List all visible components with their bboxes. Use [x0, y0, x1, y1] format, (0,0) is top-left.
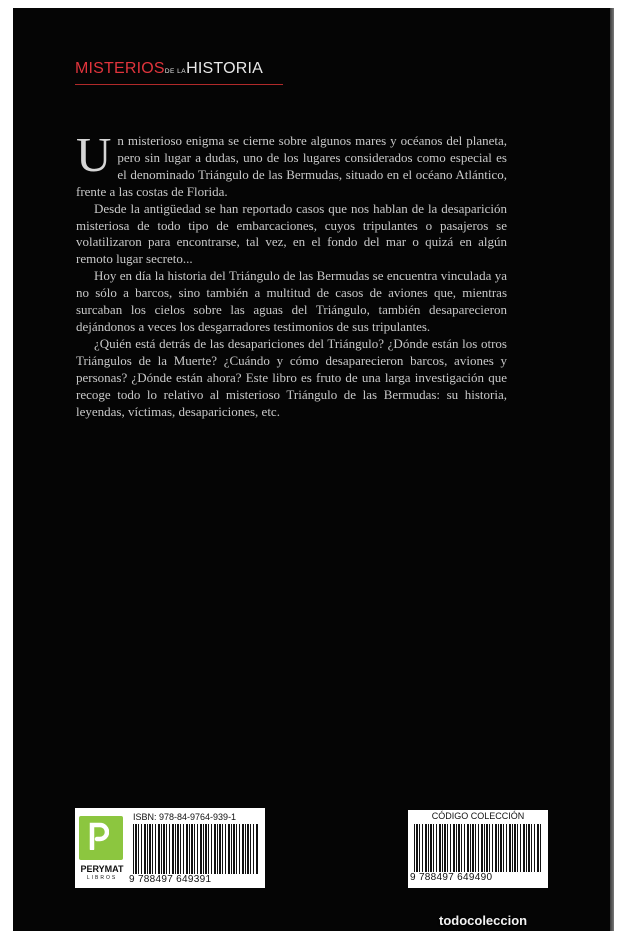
- synopsis-paragraph-3: Hoy en día la historia del Triángulo de las Bermudas se encuentra vinculada ya no sólo a barcos, sino también a multitud de casos de aviones que, mientras surcaban los cielos sobre las aguas del Triángulo, también desaparecieron dejándonos a veces los desgarradores testimonios de sus tripulantes.: [76, 268, 507, 334]
- collection-barcode: [414, 824, 542, 872]
- collection-barcode-block: [408, 810, 548, 888]
- synopsis-paragraph-2: Desde la antigüedad se han reportado casos que nos hablan de la desaparición misteriosa de todo tipo de embarcaciones, cuyos tripulantes o pasajeros se volatilizaron para encontrarse, tal vez, en el fondo del mar o quizá en algún remoto lugar secreto...: [76, 200, 507, 267]
- series-title-part1: MISTERIOS: [75, 60, 165, 77]
- isbn-barcode: [133, 824, 259, 874]
- series-title-part3: HISTORIA: [186, 60, 263, 77]
- isbn-barcode-digits: 9 788497 649391: [129, 874, 212, 885]
- synopsis-text: [76, 127, 507, 420]
- site-watermark: todocoleccion: [439, 913, 528, 928]
- synopsis-paragraph-1: [76, 127, 507, 201]
- publisher-logo: [75, 814, 127, 886]
- synopsis-paragraph-4: ¿Quién está detrás de las desapariciones del Triángulo? ¿Dónde están los otros Triángulos de la Muerte? ¿Cuándo y cómo desaparecieron barcos, aviones y personas? ¿Dónde están ahora? Este libro es fruto de una larga investigación que recoge todo lo relativo al misterioso Triángulo de las Bermudas: su historia, leyendas, víctimas, desapariciones, etc.: [76, 335, 507, 419]
- collection-code-label: CÓDIGO COLECCIÓN: [431, 811, 525, 821]
- series-title: [75, 60, 263, 78]
- dropcap-letter: U: [76, 127, 112, 182]
- collection-barcode-digits: 9 788497 649490: [410, 872, 493, 883]
- publisher-name: PERYMAT: [80, 864, 124, 874]
- publisher-p-icon: [89, 822, 109, 850]
- series-title-part2: DE LA: [164, 68, 187, 75]
- cover-edge: [610, 8, 614, 931]
- publisher-subtitle: LIBROS: [86, 875, 118, 881]
- synopsis-paragraph-1-text: n misterioso enigma se cierne sobre algunos mares y océanos del planeta, pero sin lugar a dudas, uno de los lugares considerados como especial es el denominado Triángulo de las Bermudas, situado en el océano Atlántico, frente a las costas de Florida.: [76, 133, 507, 199]
- isbn-number: ISBN: 978-84-9764-939-1: [133, 812, 237, 822]
- series-divider: [75, 84, 283, 85]
- isbn-barcode-block: [75, 808, 265, 888]
